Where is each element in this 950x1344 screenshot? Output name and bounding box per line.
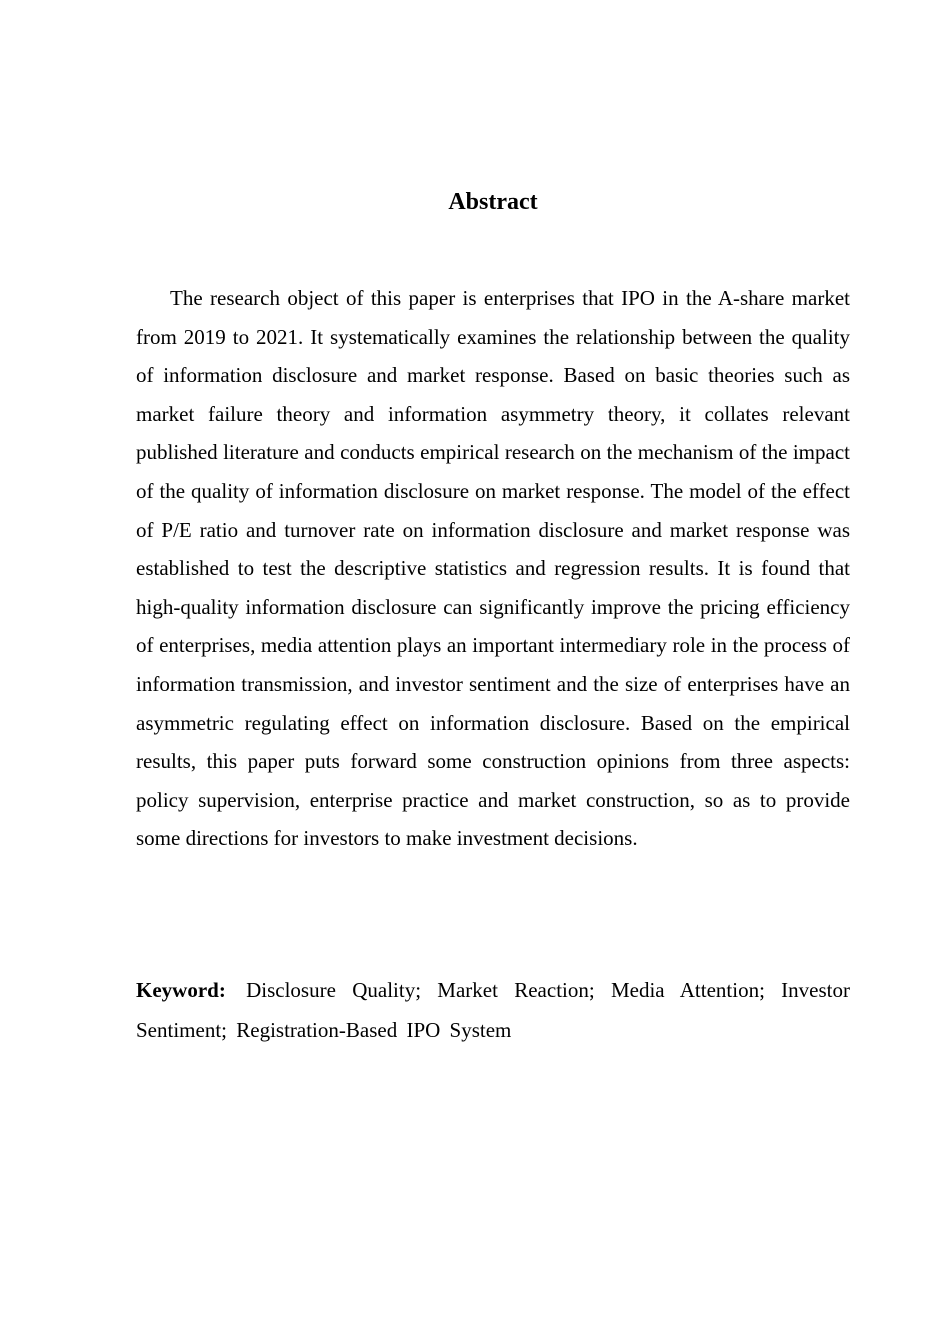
abstract-heading: Abstract	[448, 189, 538, 216]
keywords-list: Disclosure Quality; Market Reaction; Media Attention; Investor Sentiment; Registration-Based IPO System	[136, 978, 850, 1042]
abstract-paragraph: The research object of this paper is enterprises that IPO in the A-share market from 2019 to 2021. It systematically examines the relationship between the quality of information disclosure and market response. Based on basic theories such as market failure theory and information asymmetry theory, it collates relevant published literature and conducts empirical research on the mechanism of the impact of the quality of information disclosure on market response. The model of the effect of P/E ratio and turnover rate on information disclosure and market response was established to test the descriptive statistics and regression results. It is found that high-quality information disclosure can significantly improve the pricing efficiency of enterprises, media attention plays an important intermediary role in the process of information transmission, and investor sentiment and the size of enterprises have an asymmetric regulating effect on information disclosure. Based on the empirical results, this paper puts forward some construction opinions from three aspects: policy supervision, enterprise practice and market construction, so as to provide some directions for investors to make investment decisions.	[136, 286, 850, 851]
keywords-label: Keyword:	[136, 978, 226, 1002]
keywords-line	[136, 970, 850, 1050]
